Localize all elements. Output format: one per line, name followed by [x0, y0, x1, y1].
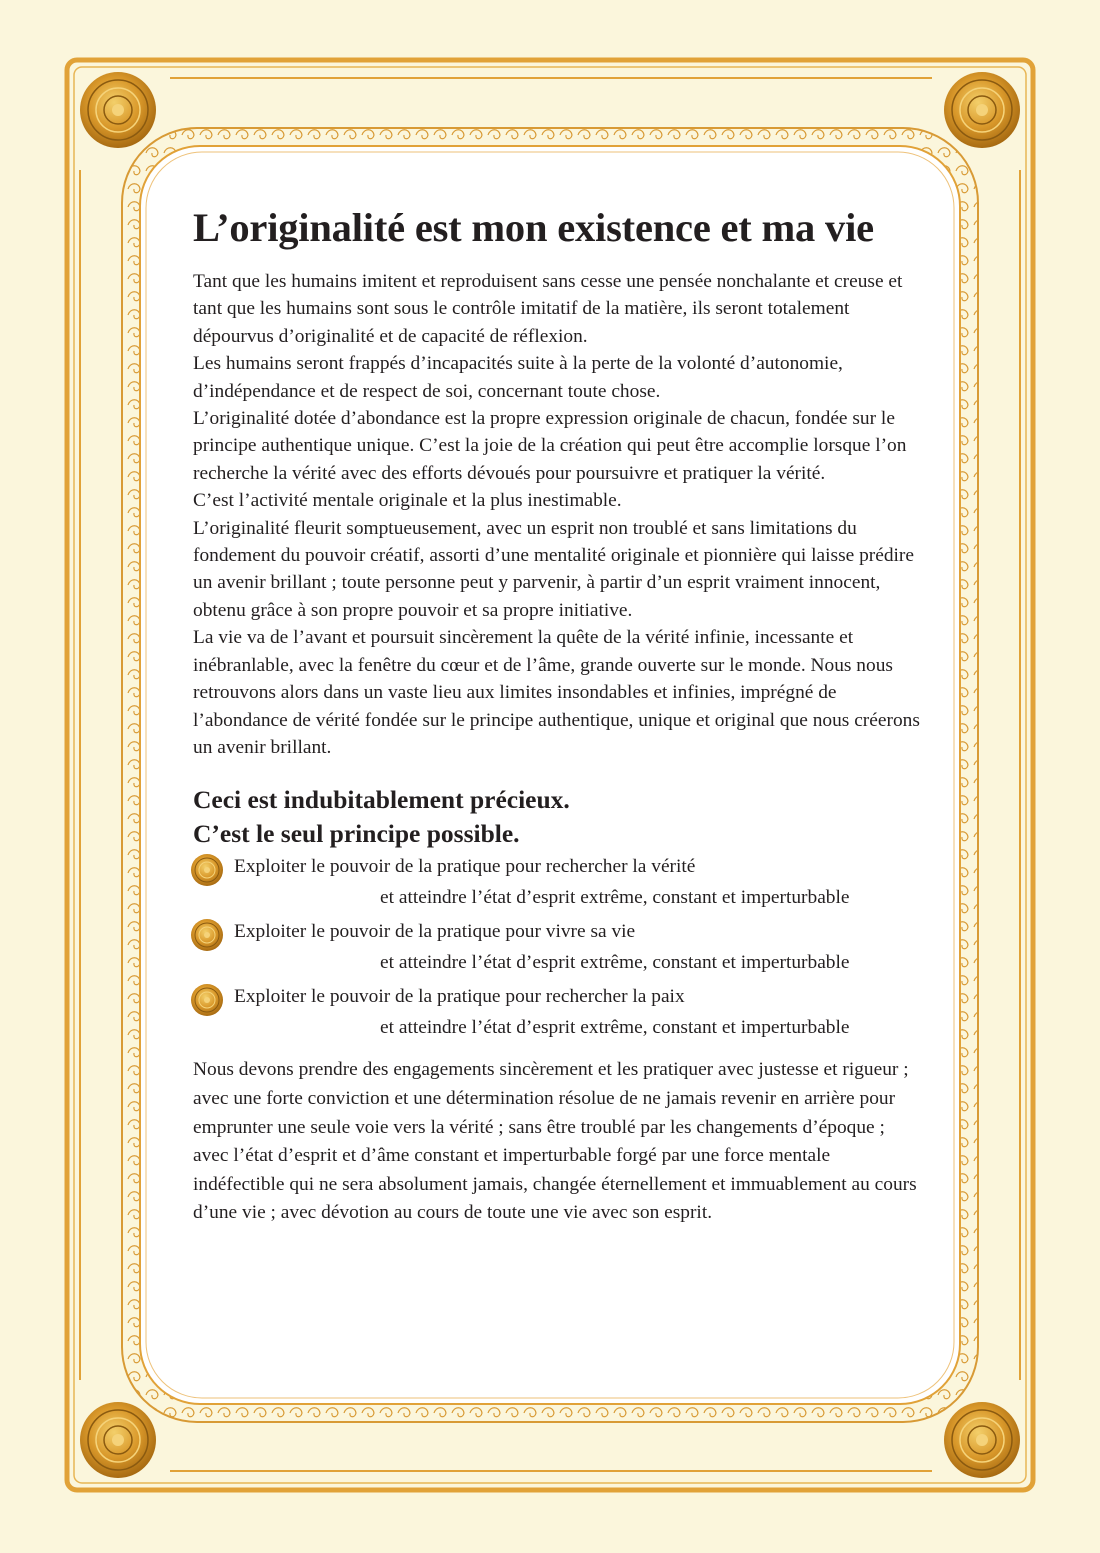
paragraph: L’originalité dotée d’abondance est la propre expression originale de chacun, fondée sur le principe authentique unique. C’est la joie de la création qui peut être accomplie lorsque l’on recherche la vérité avec des efforts dévoués pour poursuivre et pratiquer la vérité. [193, 408, 907, 484]
list-item [193, 981, 923, 1046]
list-item [193, 916, 923, 981]
practice-line-1: Exploiter le pouvoir de la pratique pour vivre sa vie [234, 921, 636, 943]
corner-medallion-icon-top-right [944, 72, 1020, 148]
gold-disc-bullet-icon [190, 853, 224, 887]
paragraph: Les humains seront frappés d’incapacités suite à la perte de la volonté d’autonomie, d’indépendance et de respect de soi, concernant toute chose. [193, 353, 843, 402]
list-item [193, 851, 923, 916]
paragraph: Tant que les humains imitent et reproduisent sans cesse une pensée nonchalante et creuse et tant que les humains sont sous le contrôle imitatif de la matière, ils seront totalement dépourvus d’originalité et de capacité de réflexion. [193, 271, 903, 347]
document-title: L’originalité est mon existence et ma vie [193, 205, 874, 250]
subheading-line-2: C’est le seul principe possible. [193, 819, 520, 849]
subheading [193, 783, 923, 851]
corner-medallion-icon-bottom-right [944, 1402, 1020, 1478]
subheading-line-1: Ceci est indubitablement précieux. [193, 785, 570, 815]
practice-line-1: Exploiter le pouvoir de la pratique pour rechercher la vérité [234, 856, 696, 878]
gold-disc-bullet-icon [190, 983, 224, 1017]
closing-paragraph: Nous devons prendre des engagements sincèrement et les pratiquer avec justesse et rigueur ; avec une forte conviction et une détermination résolue de ne jamais revenir en arrière pour emprunter une seule voie vers la vérité ; sans être troublé par les changements d’époque ; avec l’état d’esprit et d’âme constant et imperturbable forgé par une force mentale indéfectible qui ne sera absolument jamais, changée éternellement et immuablement au cours d’une vie ; avec dévotion au cours de toute une vie avec son esprit. [193, 1059, 917, 1224]
paragraph: C’est l’activité mentale originale et la plus inestimable. [193, 490, 622, 512]
practice-line-2: et atteindre l’état d’esprit extrême, constant et imperturbable [380, 952, 850, 974]
corner-medallion-icon-bottom-left [80, 1402, 156, 1478]
gold-disc-bullet-icon [190, 918, 224, 952]
document-content [193, 198, 923, 1228]
practice-line-1: Exploiter le pouvoir de la pratique pour rechercher la paix [234, 986, 685, 1008]
practice-line-2: et atteindre l’état d’esprit extrême, constant et imperturbable [380, 1017, 850, 1039]
practice-line-2: et atteindre l’état d’esprit extrême, constant et imperturbable [380, 887, 850, 909]
corner-medallion-icon-top-left [80, 72, 156, 148]
practice-list [193, 851, 923, 1046]
paragraph: La vie va de l’avant et poursuit sincèrement la quête de la vérité infinie, incessante et inébranlable, avec la fenêtre du cœur et de l’âme, grande ouverte sur le monde. Nous nous retrouvons alors dans un vaste lieu aux limites insondables et infinies, imprégné de l’abondance de vérité fondée sur le principe authentique, unique et original que nous créerons un avenir brillant. [193, 627, 920, 758]
body-text [193, 268, 923, 761]
paragraph: L’originalité fleurit somptueusement, avec un esprit non troublé et sans limitations du fondement du pouvoir créatif, assorti d’une mentalité originale et pionnière qui laisse prédire un avenir brillant ; toute personne peut y parvenir, à partir d’un esprit vraiment innocent, obtenu grâce à son propre pouvoir et sa propre initiative. [193, 517, 914, 621]
